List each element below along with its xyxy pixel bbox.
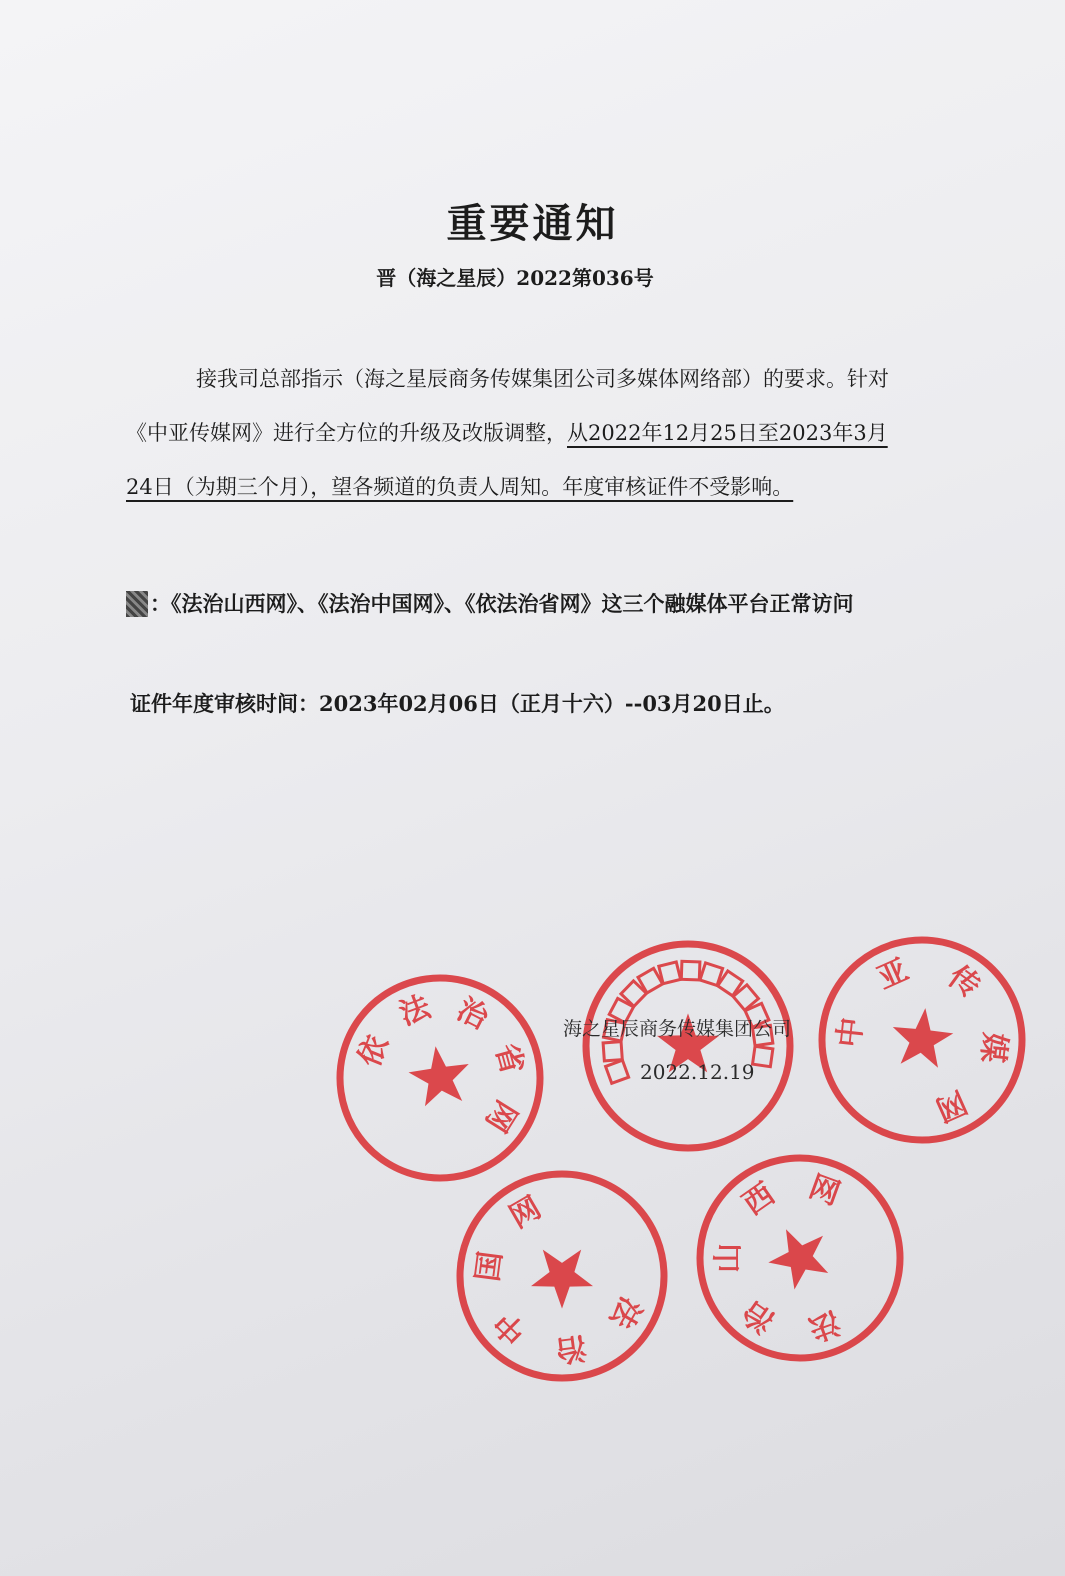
svg-text:网: 网 (930, 1083, 972, 1128)
document-number: 晋（海之星辰）2022第036号 (376, 266, 654, 290)
signature-date: 2022.12.19 (640, 1060, 755, 1084)
svg-text:法: 法 (804, 1303, 845, 1347)
seal-yifa-zhisheng (327, 965, 553, 1191)
platform-note-text: ：《法治山西网》、《法治中国网》、《依法治省网》这三个融媒体平台正常访问 (150, 591, 854, 616)
audit-period: 证件年度审核时间：2023年02月06日（正月十六）--03月20日止。 (130, 691, 785, 716)
svg-text:治: 治 (451, 991, 494, 1037)
svg-text:治: 治 (554, 1328, 589, 1368)
seal-zhongya-chuanmei (812, 930, 1032, 1150)
svg-text:中: 中 (831, 1015, 870, 1050)
notice-intro: 接我司总部指示（海之星辰商务传媒集团公司多媒体网络部）的要求。针对《中亚传媒网》进行全方位的升级及改版调整， (126, 367, 889, 445)
svg-text:国: 国 (470, 1249, 510, 1284)
svg-text:治: 治 (736, 1293, 782, 1340)
signer-name: 海之星辰商务传媒集团公司 (563, 1018, 792, 1040)
notice-schedule: 从2022年12月25日至2023年3月24日（为期三个月），望各频道的负责人周知。年度审核证件不受影响。 (126, 421, 888, 499)
svg-text:中: 中 (487, 1304, 534, 1351)
svg-text:依: 依 (351, 1030, 396, 1072)
svg-text:山: 山 (711, 1242, 747, 1273)
svg-text:网: 网 (804, 1169, 845, 1213)
svg-text:网: 网 (503, 1190, 548, 1236)
svg-text:媒: 媒 (974, 1030, 1013, 1065)
svg-text:亚: 亚 (872, 952, 914, 997)
svg-text:传: 传 (941, 959, 987, 1006)
seal-company (586, 944, 790, 1148)
seal-fazhi-zhongguo (460, 1174, 664, 1378)
svg-text:法: 法 (602, 1290, 648, 1335)
notice-title: 重要通知 (446, 200, 619, 247)
seal-fazhi-shanxi (684, 1142, 916, 1374)
svg-text:省: 省 (488, 1039, 530, 1079)
svg-text:法: 法 (394, 989, 436, 1033)
svg-text:网: 网 (477, 1093, 524, 1138)
svg-text:西: 西 (736, 1176, 782, 1223)
